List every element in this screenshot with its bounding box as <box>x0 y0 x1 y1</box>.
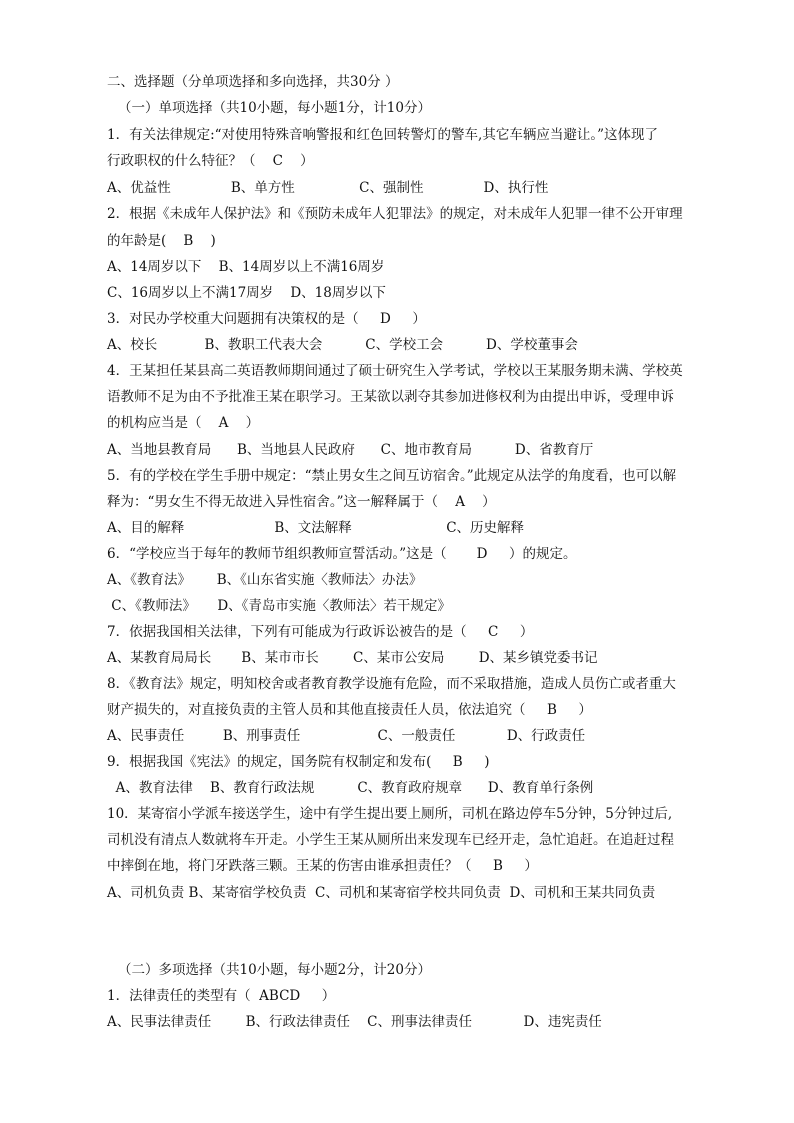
q10-stem-line-2: 司机没有清点人数就将车开走。小学生王某从厕所出来发现车已经开走，急忙追赶。在追赶过程 <box>107 832 674 848</box>
q10-stem-line-3: 中摔倒在地，将门牙跌落三颗。王某的伤害由谁承担责任？（ B ） <box>107 858 538 874</box>
q9-options: A、教育法律 B、教育行政法规 C、教育政府规章 D、教育单行条例 <box>107 780 594 796</box>
single-choice-title: （一）单项选择（共10小题，每小题1分，计10分） <box>118 100 431 116</box>
q10-stem-line-1: 10．某寄宿小学派车接送学生，途中有学生提出要上厕所，司机在路边停车5分钟，5分钟过后, <box>107 806 673 822</box>
section-title: 二、选择题（分单项选择和多向选择，共30分 ） <box>107 74 399 90</box>
q2-stem-line-1: 2．根据《未成年人保护法》和《预防未成年人犯罪法》的规定，对未成年人犯罪一律不公开审理 <box>107 206 683 222</box>
q4-stem-line-3: 的机构应当是（ A ） <box>107 415 260 431</box>
q4-stem-line-2: 语教师不足为由不予批准王某在职学习。王某欲以剥夺其参加进修权利为由提出申诉，受理申诉 <box>107 389 674 405</box>
q5-stem-line-1: 5．有的学校在学生手册中规定：“禁止男女生之间互访宿舍。”此规定从法学的角度看，也可以解 <box>107 468 677 484</box>
q6-options-line-2: C、《教师法》 D、《青岛市实施〈教师法〉若干规定》 <box>107 598 451 614</box>
q2-stem-line-2: 的年龄是( B ) <box>107 233 216 249</box>
q10-options: A、司机负责 B、某寄宿学校负责 C、司机和某寄宿学校共同负责 D、司机和王某共同负责 <box>107 885 656 901</box>
m1-options: A、民事法律责任 B、行政法律责任 C、刑事法律责任 D、违宪责任 <box>107 1014 602 1030</box>
q1-options: A、优益性 B、单方性 C、强制性 D、执行性 <box>107 180 549 196</box>
q4-options: A、当地县教育局 B、当地县人民政府 C、地市教育局 D、省教育厅 <box>107 442 594 458</box>
m1-stem: 1．法律责任的类型有（ ABCD ） <box>107 988 336 1004</box>
q4-stem-line-1: 4．王某担任某县高二英语教师期间通过了硕士研究生入学考试，学校以王某服务期未满、学校英 <box>107 363 683 379</box>
q7-stem: 7．依据我国相关法律，下列有可能成为行政诉讼被告的是（ C ） <box>107 624 534 640</box>
q3-stem: 3．对民办学校重大问题拥有决策权的是（ D ） <box>107 311 426 327</box>
q8-options: A、民事责任 B、刑事责任 C、一般责任 D、行政责任 <box>107 728 586 744</box>
multi-choice-title: （二）多项选择（共10小题，每小题2分，计20分） <box>118 962 431 978</box>
q9-stem: 9．根据我国《宪法》的规定，国务院有权制定和发布( B ) <box>107 754 490 770</box>
q3-options: A、校长 B、教职工代表大会 C、学校工会 D、学校董事会 <box>107 337 578 353</box>
q5-stem-line-2: 释为：“男女生不得无故进入异性宿舍。”这一解释属于（ A ） <box>107 494 496 510</box>
q7-options: A、某教育局局长 B、某市市长 C、某市公安局 D、某乡镇党委书记 <box>107 650 598 666</box>
q8-stem-line-1: 8．《教育法》规定，明知校舍或者教育教学设施有危险，而不采取措施，造成人员伤亡或者重大 <box>107 676 676 692</box>
q1-stem-line-2: 行政职权的什么特征？（ C ） <box>107 153 314 169</box>
q5-options: A、目的解释 B、文法解释 C、历史解释 <box>107 520 525 536</box>
q2-options-line-2: C、16周岁以上不满17周岁 D、18周岁以下 <box>107 285 386 301</box>
q8-stem-line-2: 财产损失的，对直接负责的主管人员和其他直接责任人员，依法追究（ B ） <box>107 702 592 718</box>
q1-stem-line-1: 1．有关法律规定:“对使用特殊音响警报和红色回转警灯的警车,其它车辆应当避让。”这体现了 <box>107 127 658 143</box>
q6-options-line-1: A、《教育法》 B、《山东省实施〈教师法〉办法》 <box>107 572 423 588</box>
q6-stem: 6．“学校应当于每年的教师节组织教师宣誓活动。”这是（ D ）的规定。 <box>107 546 577 562</box>
q2-options-line-1: A、14周岁以下 B、14周岁以上不满16周岁 <box>107 259 385 275</box>
